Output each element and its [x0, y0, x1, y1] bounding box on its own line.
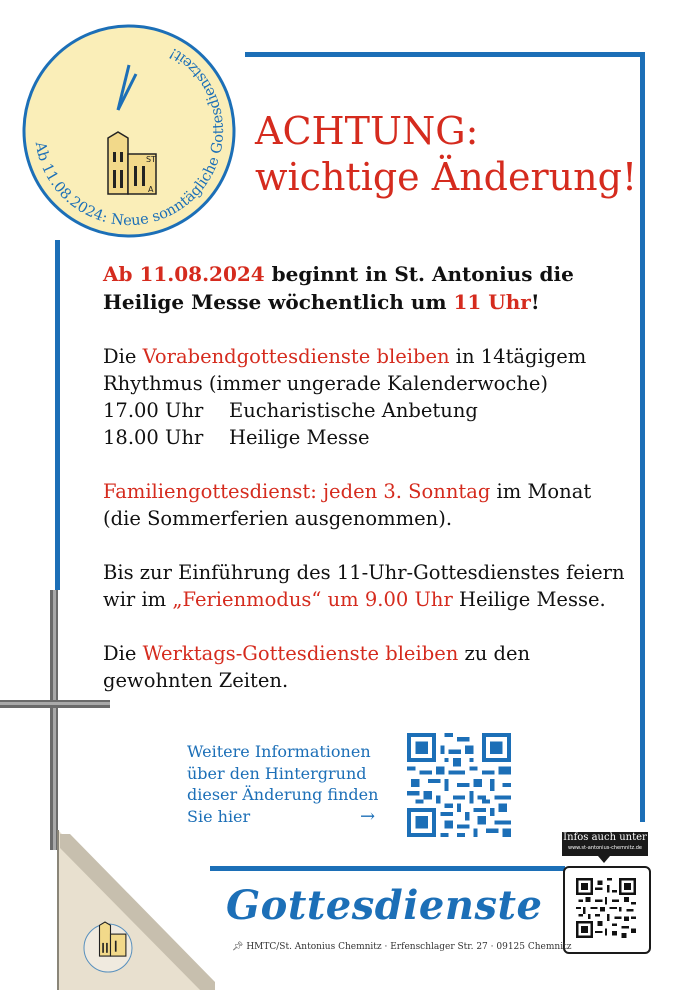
footer-text: HMTC/St. Antonius Chemnitz · Erfenschlager Str. 27 · 09125 Chemnitz: [246, 942, 572, 952]
werktag-intro: Die: [103, 642, 143, 665]
vorabend-highlight: Vorabendgottesdienste bleiben: [142, 345, 450, 368]
brand-title: Gottesdienste: [226, 882, 543, 929]
schedule-row: [103, 424, 633, 451]
familie-text: im Monat (die Sommerferien ausgenommen).: [103, 480, 592, 530]
qr-code-icon[interactable]: [576, 878, 636, 938]
headline: [255, 108, 637, 200]
qr-code-icon[interactable]: [407, 733, 511, 837]
lead-paragraph: [103, 260, 633, 316]
footer-address: [232, 942, 571, 952]
familie-highlight: Familiengottesdienst: jeden 3. Sonntag: [103, 480, 491, 503]
vorabend-intro: Die: [103, 345, 143, 368]
schedule-time: 18.00 Uhr: [103, 426, 204, 449]
schedule-event: Heilige Messe: [229, 426, 370, 449]
vorabend-paragraph: [103, 343, 633, 397]
infos-url[interactable]: www.st-antonius-chemnitz.de: [567, 845, 642, 851]
frame-left-line: [55, 240, 60, 590]
main-content: [103, 260, 633, 721]
infos-label-text: Infos auch unter: [563, 832, 647, 843]
infos-label: [562, 832, 648, 856]
schedule-row: [103, 397, 633, 424]
lead-end: !: [530, 290, 540, 314]
ferien-paragraph: [103, 559, 633, 613]
schedule-event: Eucharistische Anbetung: [229, 399, 478, 422]
vorabend-text: in 14tägigem Rhythmus (immer ungerade Kalenderwoche): [103, 345, 587, 395]
frame-bottom-line: [210, 866, 565, 871]
svg-text:A: A: [148, 185, 154, 194]
church-facade-image: [0, 830, 215, 990]
frame-right-line: [640, 52, 645, 822]
pin-icon: 📌︎: [232, 942, 244, 952]
lead-date: Ab 11.08.2024: [103, 262, 265, 286]
lead-time: 11 Uhr: [453, 290, 531, 314]
ferien-highlight: „Ferienmodus“ um 9.00 Uhr: [172, 588, 453, 611]
lead-text: beginnt in St. Antonius die Heilige Messe wöchentlich um: [103, 262, 574, 314]
headline-line1: ACHTUNG:: [255, 109, 479, 153]
frame-top-line: [245, 52, 645, 57]
arrow-right-icon: →: [360, 806, 376, 827]
infos-label-pointer: [598, 856, 610, 863]
more-info-link[interactable]: Weitere Informationen über den Hintergrund dieser Änderung finden Sie hier: [187, 742, 379, 826]
clock-seal-icon: [10, 12, 248, 250]
svg-text:ST: ST: [146, 155, 156, 164]
cross-icon: [0, 590, 110, 850]
headline-line2: wichtige Änderung!: [255, 155, 638, 199]
seal-circular-text: Ab 11.08.2024: Neue sonntägliche Gottesdienstzeit!: [31, 44, 228, 230]
werktag-text: zu den gewohnten Zeiten.: [103, 642, 531, 692]
schedule-time: 17.00 Uhr: [103, 399, 204, 422]
ferien-text: Bis zur Einführung des 11-Uhr-Gottesdienstes feiern wir im: [103, 561, 625, 611]
ferien-end: Heilige Messe.: [452, 588, 606, 611]
werktag-paragraph: [103, 640, 633, 694]
familie-paragraph: [103, 478, 633, 532]
werktag-highlight: Werktags-Gottesdienste bleiben: [142, 642, 459, 665]
